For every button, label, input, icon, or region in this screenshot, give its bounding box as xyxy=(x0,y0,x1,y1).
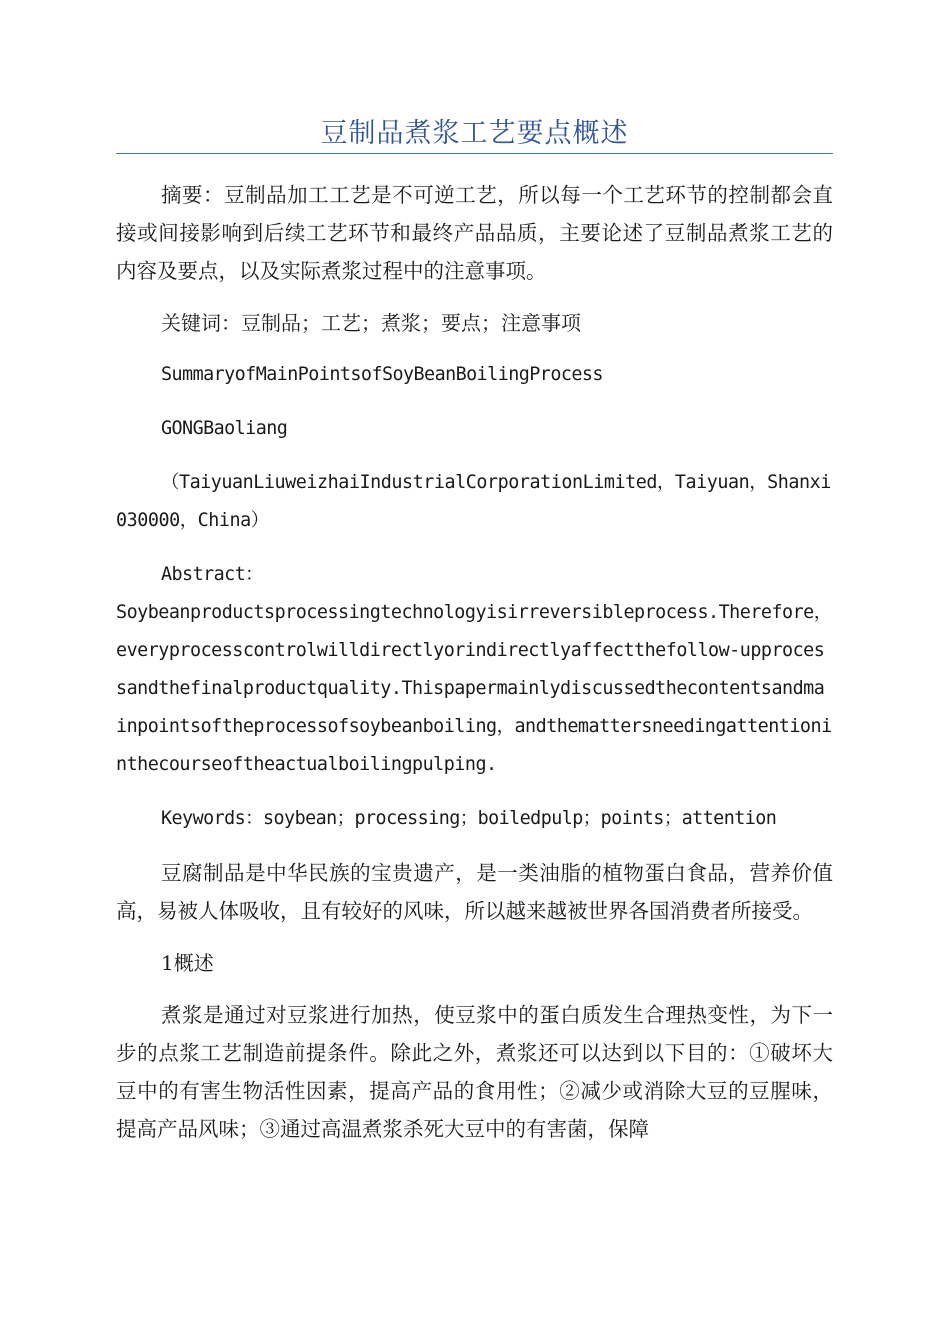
keywords-en: Keywords：soybean；processing；boiledpulp；points；attention xyxy=(161,808,777,829)
section-1-paragraph: 煮浆是通过对豆浆进行加热，使豆浆中的蛋白质发生合理热变性，为下一步的点浆工艺制造前提条件。除此之外，煮浆还可以达到以下目的：①破坏大豆中的有害生物活性因素，提高产品的食用性；②减少或消除大豆的豆腥味，提高产品风味；③通过高温煮浆杀死大豆中的有害菌，保障 xyxy=(116,1003,833,1141)
title-en: SummaryofMainPointsofSoyBeanBoilingProcess xyxy=(161,364,603,385)
affiliation-en: （TaiyuanLiuweizhaiIndustrialCorporationLimited，Taiyuan，Shanxi030000，China） xyxy=(116,472,831,531)
author-en: GONGBaoliang xyxy=(161,418,288,439)
abstract-cn: 摘要：豆制品加工工艺是不可逆工艺，所以每一个工艺环节的控制都会直接或间接影响到后续工艺环节和最终产品品质，主要论述了豆制品煮浆工艺的内容及要点，以及实际煮浆过程中的注意事项。 xyxy=(116,183,833,283)
abstract-en-body: Soybeanproductsprocessingtechnologyisirreversibleprocess.Therefore，everyprocesscontrolwilldirectlyorindirectlyaffectthefollow-upprocessandthefinalproductquality.Thispapermainlydiscussedthecontentsandmainpointsoftheprocessofsoybeanboiling，andthemattersneedingattentioninthecourseoftheactualboilingpulping. xyxy=(116,602,832,775)
keywords-cn: 关键词：豆制品；工艺；煮浆；要点；注意事项 xyxy=(161,311,581,335)
title-underline xyxy=(116,153,833,154)
document-title: 豆制品煮浆工艺要点概述 xyxy=(320,118,629,149)
section-1-heading: 1概述 xyxy=(161,951,214,975)
document-body xyxy=(116,176,833,1162)
abstract-en-label: Abstract： xyxy=(161,564,264,585)
intro-paragraph: 豆腐制品是中华民族的宝贵遗产，是一类油脂的植物蛋白食品，营养价值高，易被人体吸收，且有较好的风味，所以越来越被世界各国消费者所接受。 xyxy=(116,861,833,923)
